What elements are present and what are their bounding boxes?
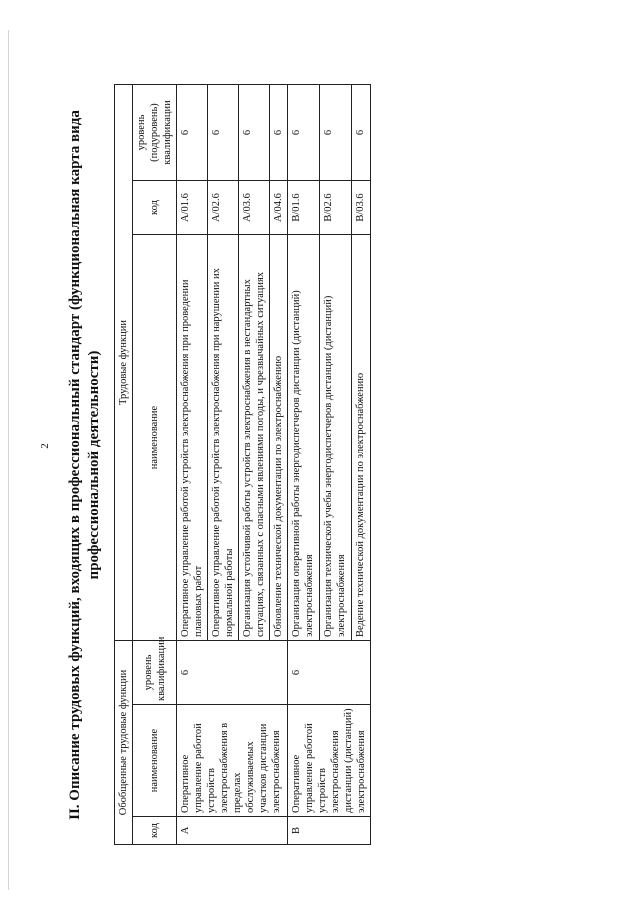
function-code: A/01.6 <box>177 181 208 235</box>
generalized-name: Оперативное управление работой устройств электроснабжения дистанции (дистанций) электроснабжения <box>288 705 371 817</box>
page-edge-line <box>8 30 10 890</box>
function-code: B/01.6 <box>288 181 320 235</box>
header-qualification-level: уровень квалификации <box>133 641 177 705</box>
generalized-code: B <box>288 817 371 845</box>
function-level: 6 <box>320 84 352 180</box>
function-name: Организация устойчивой работы устройств электроснабжения в нестандартных ситуациях, связанных с опасными явлениями погоды, и чрезвычайных ситуациях <box>239 235 270 641</box>
function-code: B/03.6 <box>352 181 371 235</box>
header-code: код <box>133 817 177 845</box>
function-name: Оперативное управление работой устройств электроснабжения при проведении плановых работ <box>177 235 208 641</box>
function-code: A/03.6 <box>239 181 270 235</box>
function-level: 6 <box>208 84 239 180</box>
header-row-columns <box>133 84 177 844</box>
generalized-name: Оперативное управление работой устройств электроснабжения в пределах обслуживаемых участков дистанции электроснабжения <box>177 705 288 817</box>
section-heading: II. Описание трудовых функций, входящих в профессиональный стандарт (функциональная карта вида профессиональной деятельности) <box>67 110 102 820</box>
function-level: 6 <box>352 84 371 180</box>
header-function-code: код <box>133 181 177 235</box>
header-sublevel: уровень (подуровень) квалификации <box>133 84 177 180</box>
function-code: A/02.6 <box>208 181 239 235</box>
function-code: A/04.6 <box>270 181 288 235</box>
function-name: Обновление технической документации по электроснабжению <box>270 235 288 641</box>
page-number: 2 <box>39 443 51 449</box>
table-row <box>288 84 320 844</box>
header-generalized-functions: Обобщенные трудовые функции <box>115 641 133 845</box>
function-level: 6 <box>177 84 208 180</box>
function-name: Организация технической учебы энергодиспетчеров дистанции (дистанций) электроснабжения <box>320 235 352 641</box>
generalized-code: A <box>177 817 288 845</box>
function-name: Ведение технической документации по электроснабжению <box>352 235 371 641</box>
function-level: 6 <box>288 84 320 180</box>
functional-map-table <box>114 84 371 845</box>
table-row <box>177 84 208 844</box>
header-row-groups <box>115 84 133 844</box>
rotated-page-content <box>60 85 440 845</box>
function-name: Организация оперативной работы энергодиспетчеров дистанции (дистанций) электроснабжения <box>288 235 320 641</box>
header-labor-functions: Трудовые функции <box>115 84 133 640</box>
header-name: наименование <box>133 705 177 817</box>
function-name: Оперативное управление работой устройств электроснабжения при нарушении их нормальной работы <box>208 235 239 641</box>
generalized-level: 6 <box>177 641 288 705</box>
generalized-level: 6 <box>288 641 371 705</box>
function-level: 6 <box>270 84 288 180</box>
function-code: B/02.6 <box>320 181 352 235</box>
function-level: 6 <box>239 84 270 180</box>
header-function-name: наименование <box>133 235 177 641</box>
